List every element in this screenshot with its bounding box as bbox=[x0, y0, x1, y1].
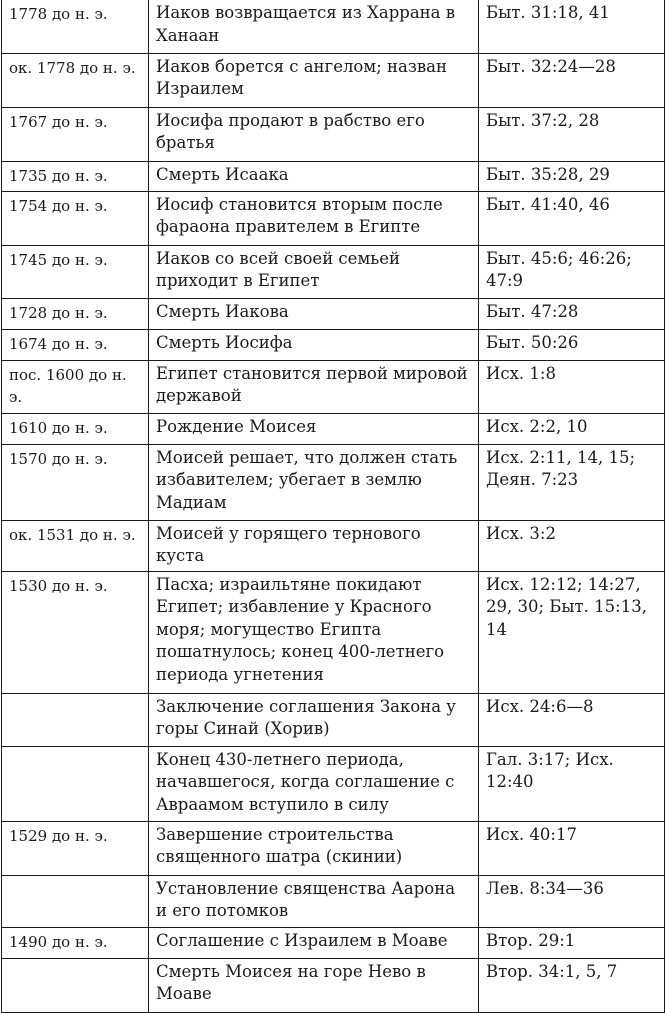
date-cell: 1529 до н. э. bbox=[2, 821, 149, 875]
date-cell: 1767 до н. э. bbox=[2, 107, 149, 161]
table-row bbox=[2, 821, 665, 875]
event-cell: Иаков со всей своей семьей приходит в Египет bbox=[149, 245, 479, 298]
reference-cell: Исх. 2:2, 10 bbox=[479, 413, 665, 444]
event-cell: Конец 430-летнего периода, начавшегося, когда соглашение с Авраамом вступило в силу bbox=[149, 746, 479, 821]
event-cell: Установление священства Аарона и его потомков bbox=[149, 875, 479, 927]
date-cell bbox=[2, 875, 149, 927]
reference-cell: Исх. 1:8 bbox=[479, 360, 665, 413]
table-row bbox=[2, 413, 665, 444]
event-cell: Иосиф становится вторым после фараона правителем в Египте bbox=[149, 191, 479, 245]
reference-cell: Быт. 45:6; 46:26; 47:9 bbox=[479, 245, 665, 298]
chronology-table-body bbox=[2, 0, 665, 1012]
table-row bbox=[2, 958, 665, 1012]
reference-cell: Исх. 2:11, 14, 15; Деян. 7:23 bbox=[479, 444, 665, 520]
table-row bbox=[2, 571, 665, 693]
reference-cell: Лев. 8:34—36 bbox=[479, 875, 665, 927]
event-cell: Иаков борется с ангелом; назван Израилем bbox=[149, 53, 479, 107]
table-row bbox=[2, 298, 665, 329]
table-row bbox=[2, 161, 665, 191]
reference-cell: Быт. 50:26 bbox=[479, 329, 665, 360]
reference-cell: Гал. 3:17; Исх. 12:40 bbox=[479, 746, 665, 821]
date-cell: 1570 до н. э. bbox=[2, 444, 149, 520]
date-cell: 1735 до н. э. bbox=[2, 161, 149, 191]
date-cell: ок. 1778 до н. э. bbox=[2, 53, 149, 107]
table-row bbox=[2, 520, 665, 571]
event-cell: Пасха; израильтяне покидают Египет; избавление у Красного моря; могущество Египта пошатнулось; конец 400-летнего периода угнетения bbox=[149, 571, 479, 693]
event-cell: Моисей у горящего тернового куста bbox=[149, 520, 479, 571]
event-cell: Смерть Иосифа bbox=[149, 329, 479, 360]
reference-cell: Быт. 41:40, 46 bbox=[479, 191, 665, 245]
reference-cell: Быт. 37:2, 28 bbox=[479, 107, 665, 161]
table-row bbox=[2, 107, 665, 161]
date-cell: пос. 1600 до н. э. bbox=[2, 360, 149, 413]
event-cell: Иосифа продают в рабство его братья bbox=[149, 107, 479, 161]
event-cell: Иаков возвращается из Харрана в Ханаан bbox=[149, 0, 479, 53]
event-cell: Египет становится первой мировой державой bbox=[149, 360, 479, 413]
date-cell bbox=[2, 693, 149, 746]
reference-cell: Втор. 29:1 bbox=[479, 927, 665, 958]
reference-cell: Исх. 24:6—8 bbox=[479, 693, 665, 746]
event-cell: Смерть Моисея на горе Нево в Моаве bbox=[149, 958, 479, 1012]
table-row bbox=[2, 191, 665, 245]
date-cell: 1754 до н. э. bbox=[2, 191, 149, 245]
reference-cell: Втор. 34:1, 5, 7 bbox=[479, 958, 665, 1012]
event-cell: Моисей решает, что должен стать избавителем; убегает в землю Мадиам bbox=[149, 444, 479, 520]
reference-cell: Быт. 31:18, 41 bbox=[479, 0, 665, 53]
event-cell: Смерть Иакова bbox=[149, 298, 479, 329]
date-cell: 1674 до н. э. bbox=[2, 329, 149, 360]
reference-cell: Быт. 32:24—28 bbox=[479, 53, 665, 107]
table-row bbox=[2, 693, 665, 746]
table-row bbox=[2, 245, 665, 298]
table-row bbox=[2, 53, 665, 107]
chronology-table bbox=[1, 0, 665, 1013]
date-cell: 1530 до н. э. bbox=[2, 571, 149, 693]
date-cell: 1778 до н. э. bbox=[2, 0, 149, 53]
table-row bbox=[2, 360, 665, 413]
reference-cell: Быт. 35:28, 29 bbox=[479, 161, 665, 191]
event-cell: Соглашение с Израилем в Моаве bbox=[149, 927, 479, 958]
date-cell bbox=[2, 746, 149, 821]
date-cell: ок. 1531 до н. э. bbox=[2, 520, 149, 571]
table-row bbox=[2, 329, 665, 360]
event-cell: Смерть Исаака bbox=[149, 161, 479, 191]
table-row bbox=[2, 746, 665, 821]
date-cell bbox=[2, 958, 149, 1012]
table-row bbox=[2, 927, 665, 958]
event-cell: Заключение соглашения Закона у горы Синай (Хорив) bbox=[149, 693, 479, 746]
table-row bbox=[2, 0, 665, 53]
date-cell: 1490 до н. э. bbox=[2, 927, 149, 958]
table-row bbox=[2, 444, 665, 520]
event-cell: Рождение Моисея bbox=[149, 413, 479, 444]
reference-cell: Быт. 47:28 bbox=[479, 298, 665, 329]
event-cell: Завершение строительства священного шатра (скинии) bbox=[149, 821, 479, 875]
reference-cell: Исх. 40:17 bbox=[479, 821, 665, 875]
date-cell: 1728 до н. э. bbox=[2, 298, 149, 329]
reference-cell: Исх. 3:2 bbox=[479, 520, 665, 571]
date-cell: 1745 до н. э. bbox=[2, 245, 149, 298]
date-cell: 1610 до н. э. bbox=[2, 413, 149, 444]
table-row bbox=[2, 875, 665, 927]
reference-cell: Исх. 12:12; 14:27, 29, 30; Быт. 15:13, 14 bbox=[479, 571, 665, 693]
